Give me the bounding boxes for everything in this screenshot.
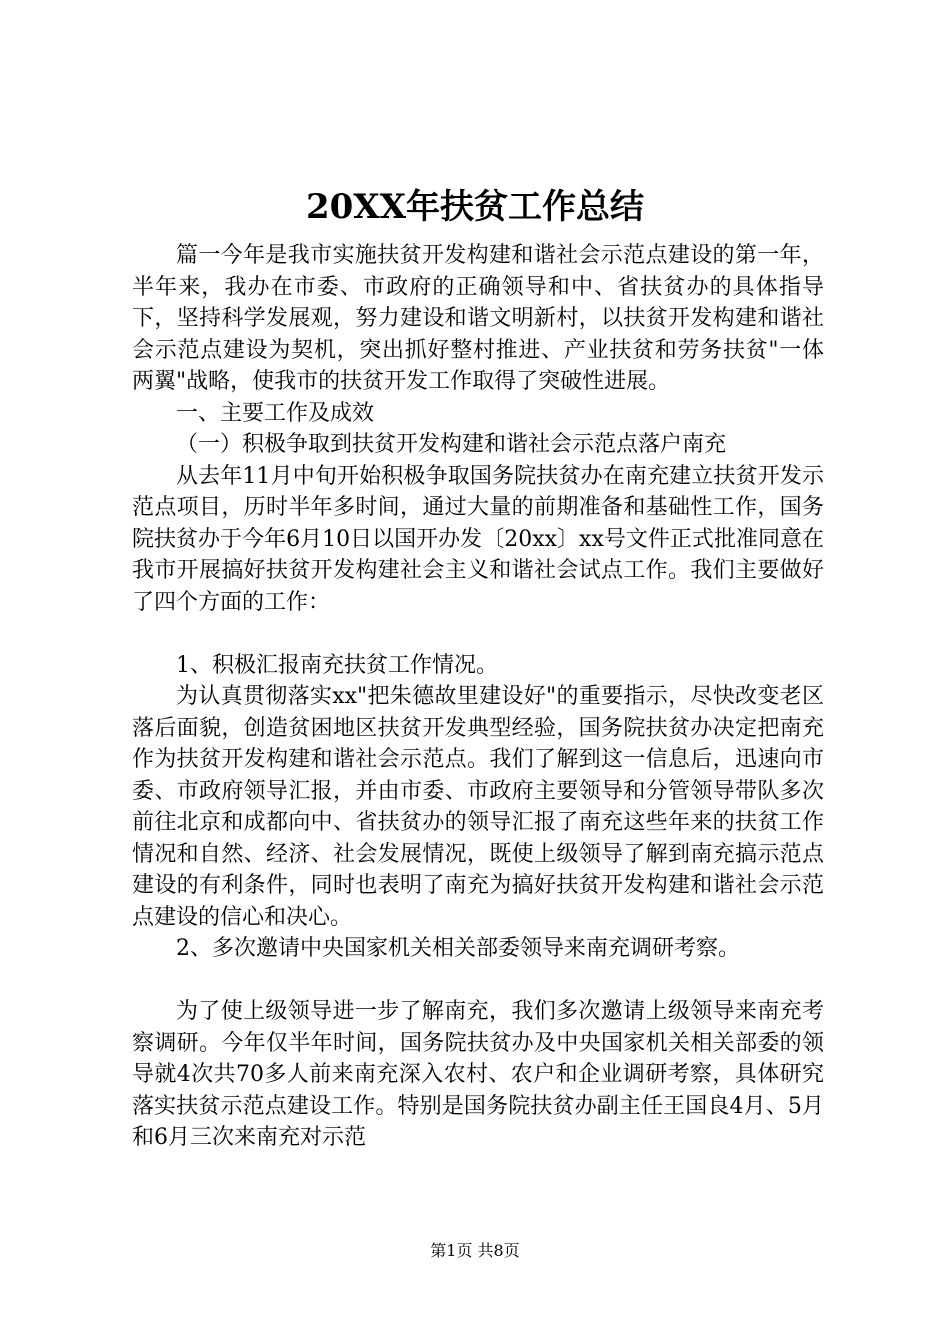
item-invite-heading: 2、多次邀请中央国家机关相关部委领导来南充调研考察。: [176, 936, 740, 961]
subheading-demonstration-site: （一）积极争取到扶贫开发构建和谐社会示范点落户南充: [176, 432, 727, 457]
paragraph-report: 为认真贯彻落实xx"把朱德故里建设好"的重要指示，尽快改变老区落后面貌，创造贫困地区扶贫开发典型经验，国务院扶贫办决定把南充作为扶贫开发构建和谐社会示范点。我们了解到这一信息后，迅速向市委、市政府领导汇报，并由市委、市政府主要领导和分管领导带队多次前往北京和成都向中、省扶贫办的领导汇报了南充这些年来的扶贫工作情况和自然、经济、社会发展情况，既使上级领导了解到南充搞示范点建设的有利条件，同时也表明了南充为搞好扶贫开发构建和谐社会示范点建设的信心和决心。: [132, 684, 824, 930]
paragraph-intro: 篇一今年是我市实施扶贫开发构建和谐社会示范点建设的第一年，半年来，我办在市委、市政府的正确领导和中、省扶贫办的具体指导下，坚持科学发展观，努力建设和谐文明新村，以扶贫开发构建和谐社会示范点建设为契机，突出抓好整村推进、产业扶贫和劳务扶贫"一体两翼"战略，使我市的扶贫开发工作取得了突破性进展。: [132, 243, 824, 394]
paragraph-approval: 从去年11月中旬开始积极争取国务院扶贫办在南充建立扶贫开发示范点项目，历时半年多时间，通过大量的前期准备和基础性工作，国务院扶贫办于今年6月10日以国开办发〔20xx〕xx号文件正式批准同意在我市开展搞好扶贫开发构建社会主义和谐社会试点工作。我们主要做好了四个方面的工作：: [132, 463, 824, 615]
document-title: 20XX年扶贫工作总结: [305, 187, 645, 227]
document-body: [132, 240, 824, 1154]
page-number-footer: 第1页 共8页: [430, 1241, 520, 1260]
heading-main-work: 一、主要工作及成效: [176, 400, 375, 426]
item-report-heading: 1、积极汇报南充扶贫工作情况。: [176, 652, 498, 678]
paragraph-invite: 为了使上级领导进一步了解南充，我们多次邀请上级领导来南充考察调研。今年仅半年时间，国务院扶贫办及中央国家机关相关部委的领导就4次共70多人前来南充深入农村、农户和企业调研考察，具体研究落实扶贫示范点建设工作。特别是国务院扶贫办副主任王国良4月、5月和6月三次来南充对示范: [132, 999, 824, 1150]
